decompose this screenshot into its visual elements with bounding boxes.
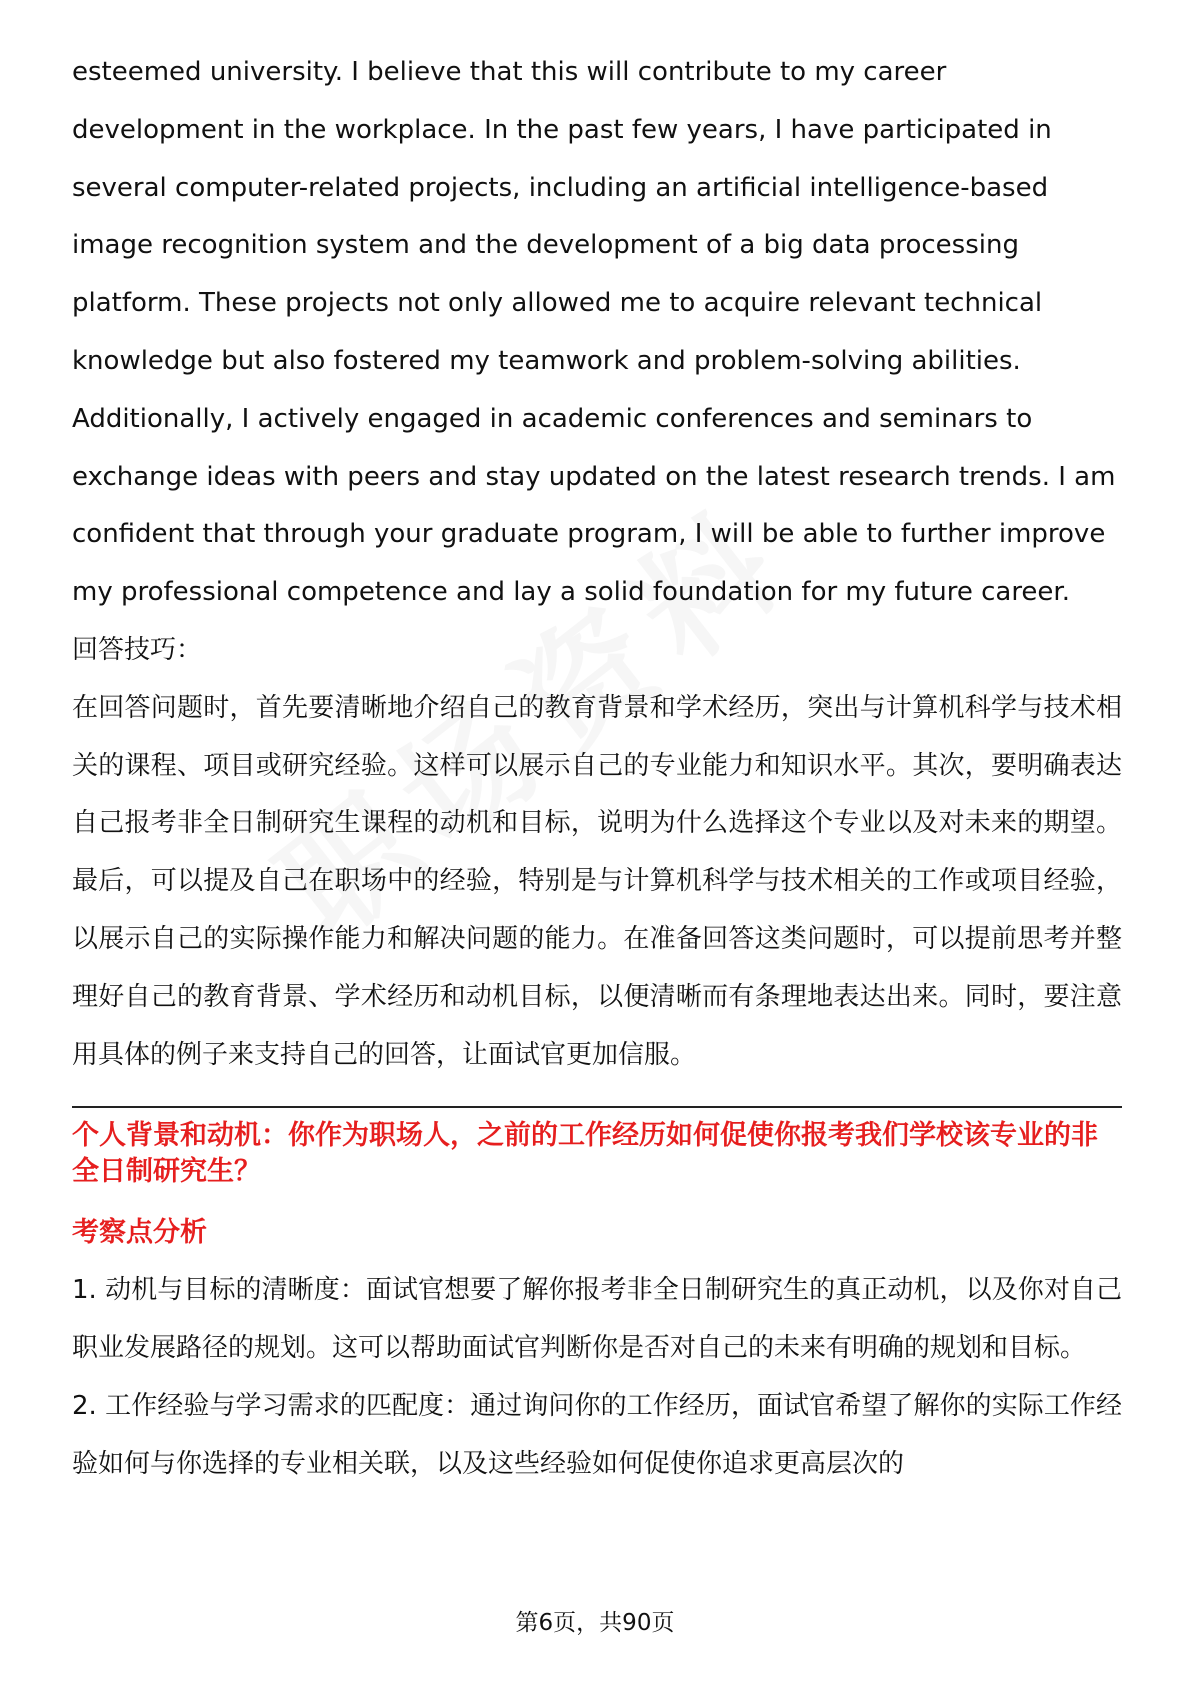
tips-paragraph: 在回答问题时，首先要清晰地介绍自己的教育背景和学术经历，突出与计算机科学与技术相关的课程、项目或研究经验。这样可以展示自己的专业能力和知识水平。其次，要明确表达自己报考非全日制研究生课程的动机和目标，说明为什么选择这个专业以及对未来的期望。最后，可以提及自己在职场中的经验，特别是与计算机科学与技术相关的工作或项目经验，以展示自己的实际操作能力和解决问题的能力。在准备回答这类问题时，可以提前思考并整理好自己的教育背景、学术经历和动机目标，以便清晰而有条理地表达出来。同时，要注意用具体的例子来支持自己的回答，让面试官更加信服。: [72, 692, 1122, 1070]
question-title: 个人背景和动机：你作为职场人，之前的工作经历如何促使你报考我们学校该专业的非全日制研究生？: [72, 1120, 1098, 1188]
page-footer: 第6页，共90页: [515, 1610, 675, 1636]
analysis-point-1: 1. 动机与目标的清晰度：面试官想要了解你报考非全日制研究生的真正动机，以及你对自己职业发展路径的规划。这可以帮助面试官判断你是否对自己的未来有明确的规划和目标。: [72, 1275, 1122, 1364]
section-divider: [72, 1106, 1122, 1108]
tips-heading: 回答技巧：: [72, 634, 203, 665]
analysis-point-2: 2. 工作经验与学习需求的匹配度：通过询问你的工作经历，面试官希望了解你的实际工作经验如何与你选择的专业相关联，以及这些经验如何促使你追求更高层次的: [72, 1390, 1122, 1479]
document-page: [72, 44, 1122, 1494]
analysis-heading: 考察点分析: [72, 1217, 207, 1249]
english-answer-paragraph: esteemed university. I believe that this will contribute to my career development in the workplace. In the past few years, I have participated in several computer-related projects, including an artificial intelligence-based image recognition system and the development of a big data processing platform. These projects not only allowed me to acquire relevant technical knowledge but also fostered my teamwork and problem-solving abilities. Additionally, I actively engaged in academic conferences and seminars to exchange ideas with peers and stay updated on the latest research trends. I am confident that through your graduate program, I will be able to further improve my professional competence and lay a solid foundation for my future career.: [72, 57, 1116, 608]
